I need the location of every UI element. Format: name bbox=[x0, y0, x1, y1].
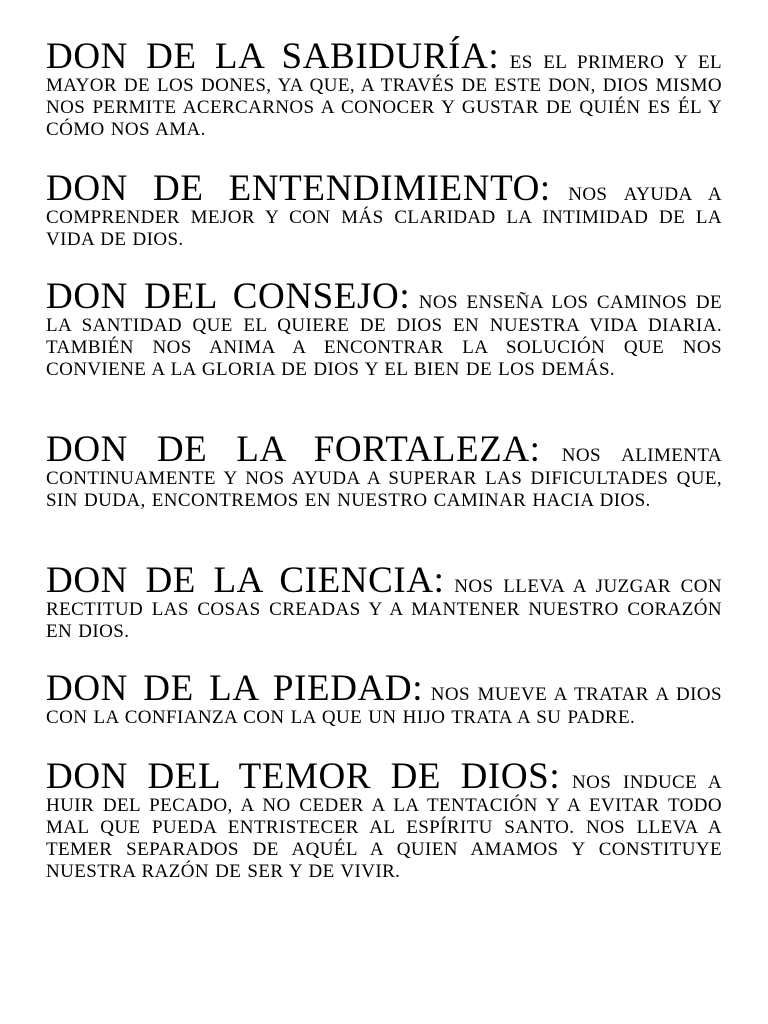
entry-heading: DON DE LA PIEDAD: bbox=[46, 668, 424, 709]
entry-entendimiento bbox=[46, 170, 722, 251]
entry-text: NOS AYUDA A COMPRENDER MEJOR Y CON MÁS CLARIDAD LA INTIMIDAD DE LA VIDA DE DIOS. bbox=[46, 184, 723, 250]
entry-heading: DON DEL TEMOR DE DIOS: bbox=[46, 756, 561, 797]
entry-piedad bbox=[46, 670, 722, 729]
entry-heading: DON DE LA SABIDURÍA: bbox=[46, 36, 500, 77]
entry-heading: DON DEL CONSEJO: bbox=[46, 276, 411, 317]
entry-text: NOS MUEVE A TRATAR A DIOS CON LA CONFIANZA CON LA QUE UN HIJO TRATA A SU PADRE. bbox=[46, 684, 722, 728]
entry-heading: DON DE ENTENDIMIENTO: bbox=[46, 168, 551, 209]
entry-text: ES EL PRIMERO Y EL MAYOR DE LOS DONES, YA QUE, A TRAVÉS DE ESTE DON, DIOS MISMO NOS PERMITE ACERCARNOS A CONOCER Y GUSTAR DE QUIÉN ES ÉL Y CÓMO NOS AMA. bbox=[46, 52, 723, 140]
entry-text: NOS ENSEÑA LOS CAMINOS DE LA SANTIDAD QUE EL QUIERE DE DIOS EN NUESTRA VIDA DIARIA. TAMBIÉN NOS ANIMA A ENCONTRAR LA SOLUCIÓN QUE NOS CONVIENE A LA GLORIA DE DIOS Y EL BIEN DE LOS DEMÁS. bbox=[46, 292, 722, 380]
entry-temor-de-dios bbox=[46, 758, 722, 883]
entry-sabiduria bbox=[46, 38, 722, 141]
entry-heading: DON DE LA FORTALEZA: bbox=[46, 429, 541, 470]
entry-fortaleza bbox=[46, 431, 722, 512]
entry-consejo bbox=[46, 278, 722, 381]
entry-heading: DON DE LA CIENCIA: bbox=[46, 560, 445, 601]
entry-ciencia bbox=[46, 562, 722, 643]
entry-text: NOS INDUCE A HUIR DEL PECADO, A NO CEDER A LA TENTACIÓN Y A EVITAR TODO MAL QUE PUEDA ENTRISTECER AL ESPÍRITU SANTO. NOS LLEVA A TEMER SEPARADOS DE AQUÉL A QUIEN AMAMOS Y CONSTITUYE NUESTRA RAZÓN DE SER Y DE VIVIR. bbox=[46, 772, 722, 882]
entry-text: NOS LLEVA A JUZGAR CON RECTITUD LAS COSAS CREADAS Y A MANTENER NUESTRO CORAZÓN EN DIOS. bbox=[46, 576, 722, 642]
entry-text: NOS ALIMENTA CONTINUAMENTE Y NOS AYUDA A SUPERAR LAS DIFICULTADES QUE, SIN DUDA, ENCONTREMOS EN NUESTRO CAMINAR HACIA DIOS. bbox=[46, 445, 722, 511]
